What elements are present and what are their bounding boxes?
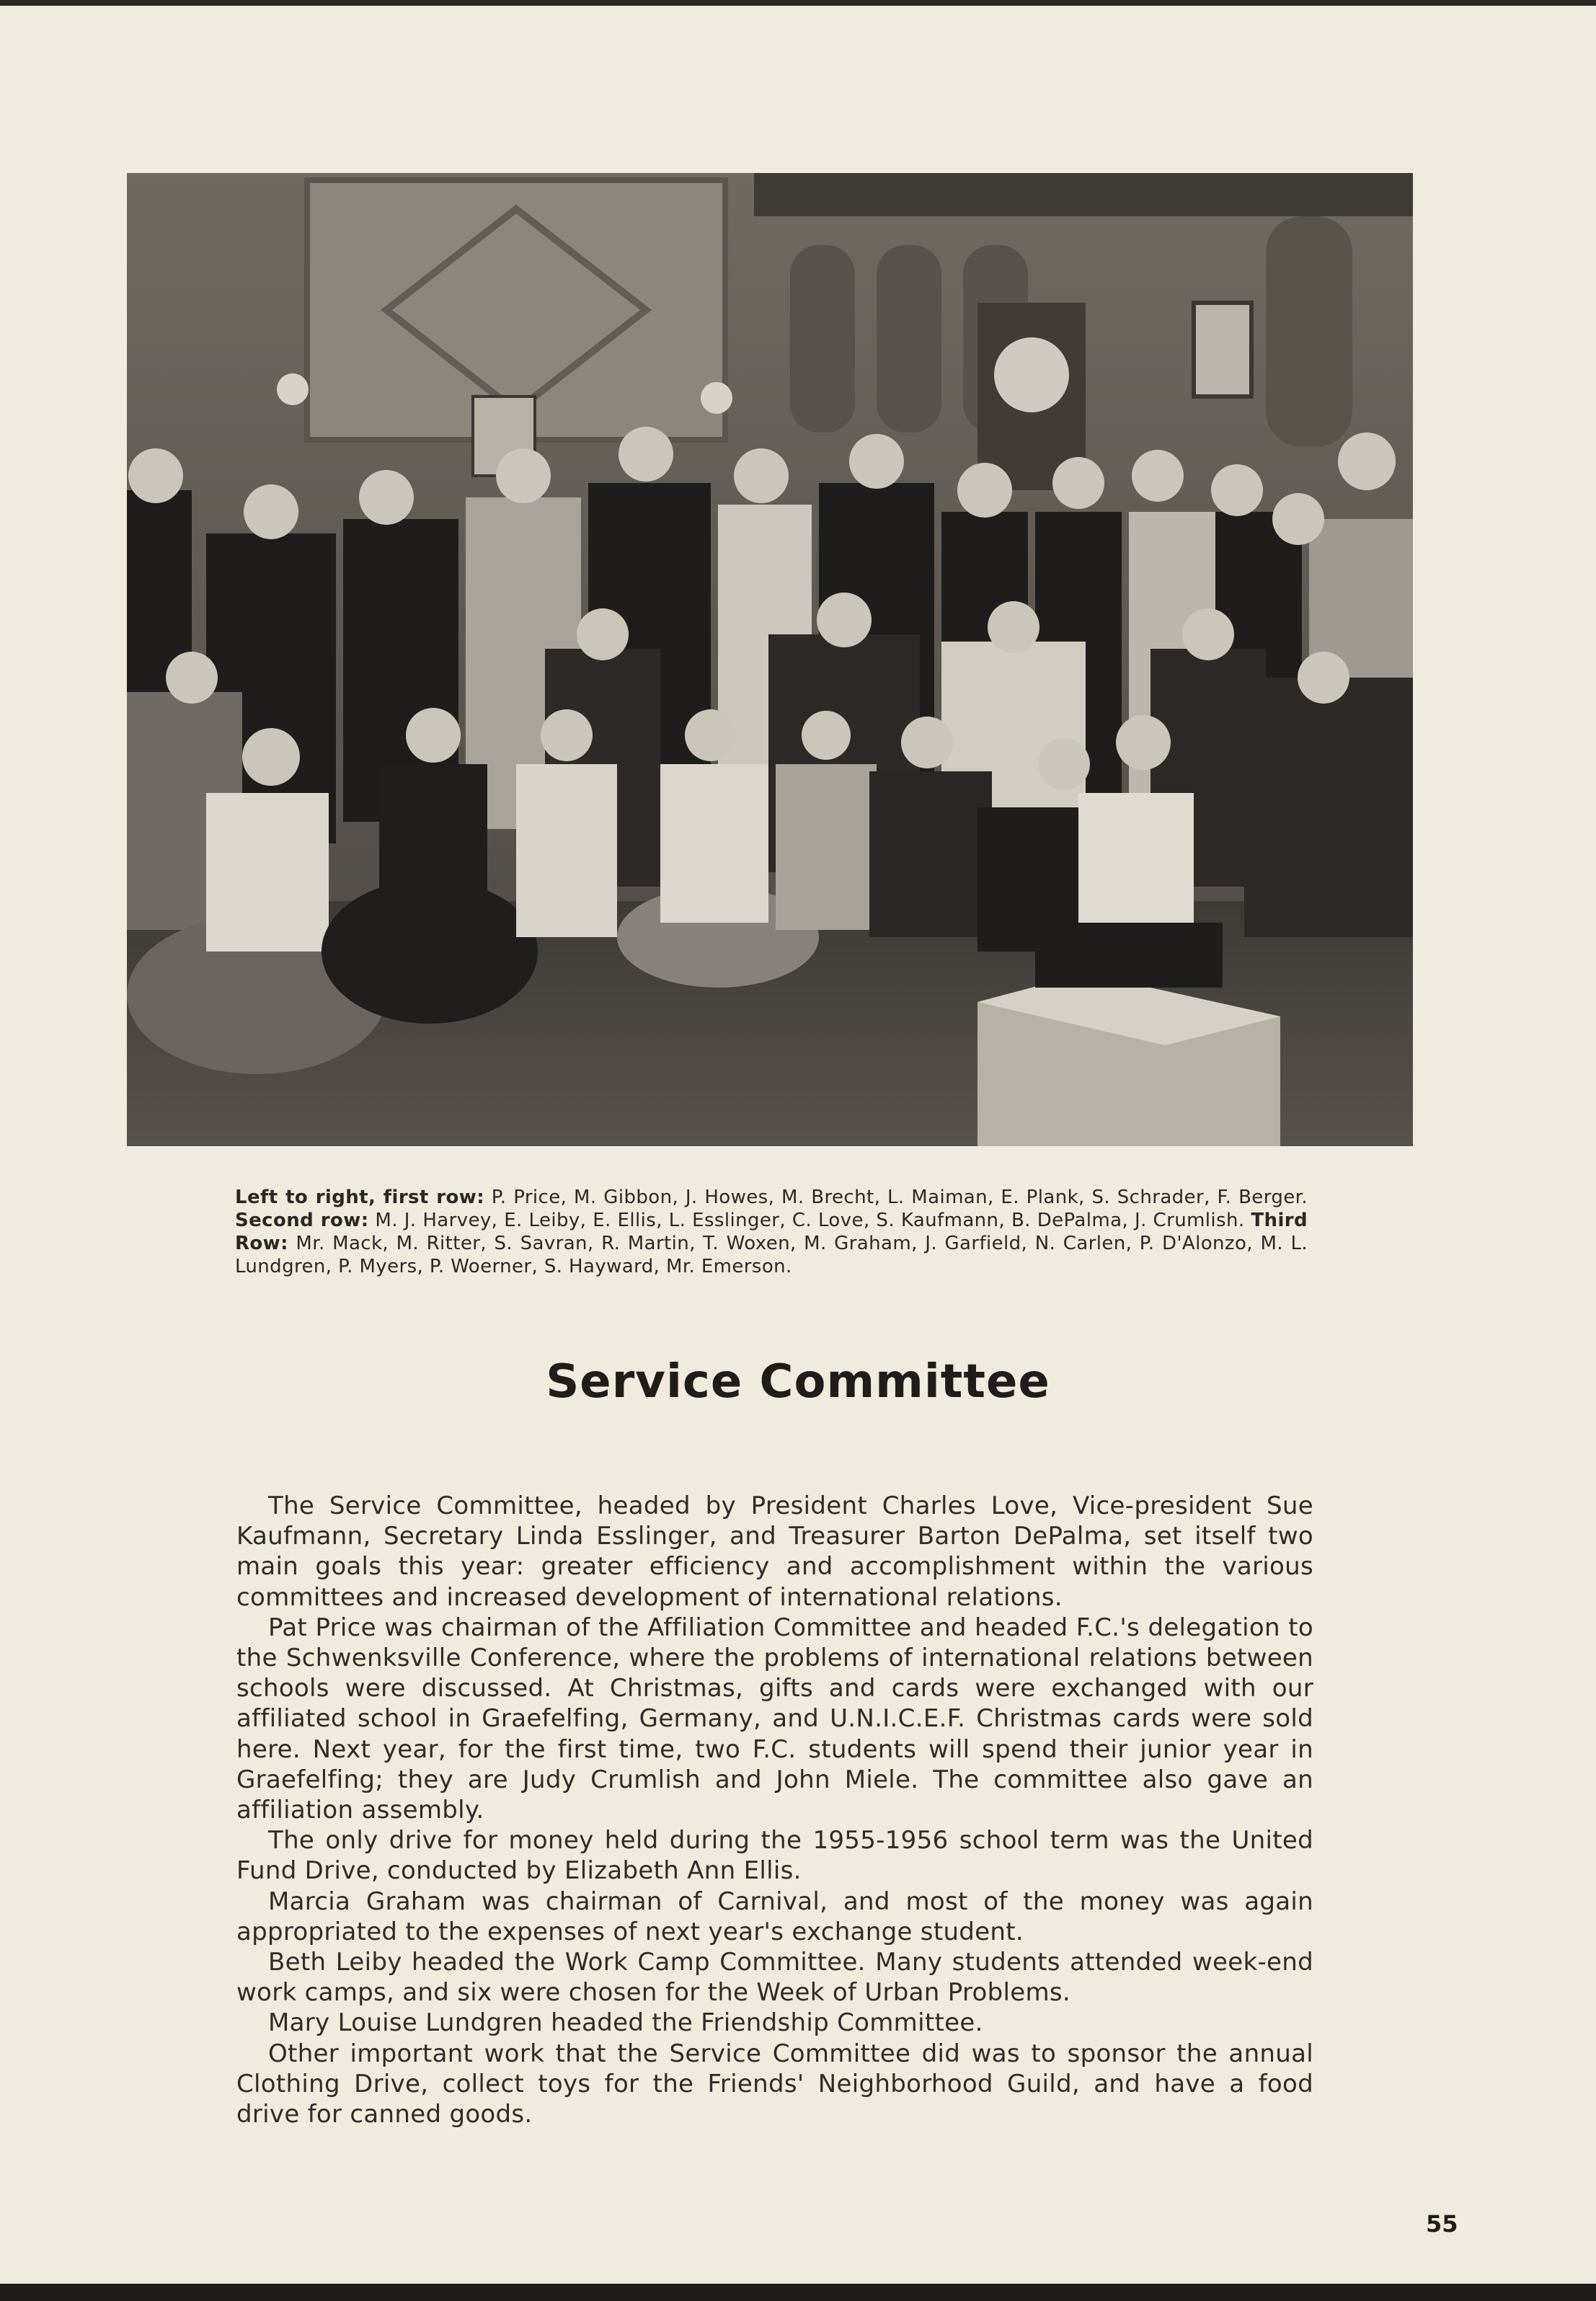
page-top-edge bbox=[0, 0, 1596, 6]
paragraph-affiliation: Pat Price was chairman of the Affiliation Committee and headed F.C.'s delegation to the Schwenksville Conference, where the problems of international relations between schools were discussed. At Christmas, gifts and cards were exchanged with our affiliated school in Graefelfing, Germany, and U.N.I.C.E.F. Christmas cards were sold here. Next year, for the first time, two F.C. students will spend their junior year in Graefelfing; they are Judy Crumlish and John Miele. The committee also gave an affiliation assembly. bbox=[236, 1613, 1313, 1825]
article-body bbox=[236, 1491, 1313, 2129]
caption-first-row-label: Left to right, first row: bbox=[235, 1187, 484, 1208]
paragraph-carnival: Marcia Graham was chairman of Carnival, and most of the money was again appropriated to the expenses of next year's exchange student. bbox=[236, 1887, 1313, 1946]
group-photo-illustration bbox=[127, 173, 1413, 1146]
page-number: 55 bbox=[1426, 2210, 1458, 2238]
photo-caption bbox=[235, 1186, 1308, 1278]
paragraph-other-work: Other important work that the Service Committee did was to sponsor the annual Clothing Drive, collect toys for the Friends' Neighborhood Guild, and have a food drive for canned goods. bbox=[236, 2039, 1313, 2129]
caption-third-row-label: Third Row: bbox=[235, 1210, 1308, 1254]
caption-first-row-names: P. Price, M. Gibbon, J. Howes, M. Brecht, L. Maiman, E. Plank, S. Schrader, F. Berger. bbox=[484, 1187, 1308, 1208]
page-bottom-edge bbox=[0, 2284, 1596, 2301]
paragraph-officers-goals: The Service Committee, headed by President Charles Love, Vice-president Sue Kaufmann, Secretary Linda Esslinger, and Treasurer Barton DePalma, set itself two main goals this year: greater efficiency and accomplishment within the various committees and increased development of international relations. bbox=[236, 1491, 1313, 1612]
paragraph-fund-drive: The only drive for money held during the 1955-1956 school term was the United Fund Drive, conducted by Elizabeth Ann Ellis. bbox=[236, 1826, 1313, 1886]
paragraph-friendship: Mary Louise Lundgren headed the Friendship Committee. bbox=[268, 2008, 983, 2038]
caption-third-row-names: Mr. Mack, M. Ritter, S. Savran, R. Martin, T. Woxen, M. Graham, J. Garfield, N. Carlen, P. D'Alonzo, M. L. Lundgren, P. Myers, P. Woerner, S. Hayward, Mr. Emerson. bbox=[235, 1233, 1308, 1277]
caption-second-row-label: Second row: bbox=[235, 1210, 369, 1231]
page-title: Service Committee bbox=[546, 1355, 1050, 1409]
paragraph-work-camp: Beth Leiby headed the Work Camp Committee. Many students attended week-end work camps, and six were chosen for the Week of Urban Problems. bbox=[236, 1948, 1313, 2008]
caption-second-row-names: M. J. Harvey, E. Leiby, E. Ellis, L. Esslinger, C. Love, S. Kaufmann, B. DePalma, J. Crumlish. bbox=[368, 1210, 1251, 1231]
group-photo bbox=[127, 173, 1413, 1146]
